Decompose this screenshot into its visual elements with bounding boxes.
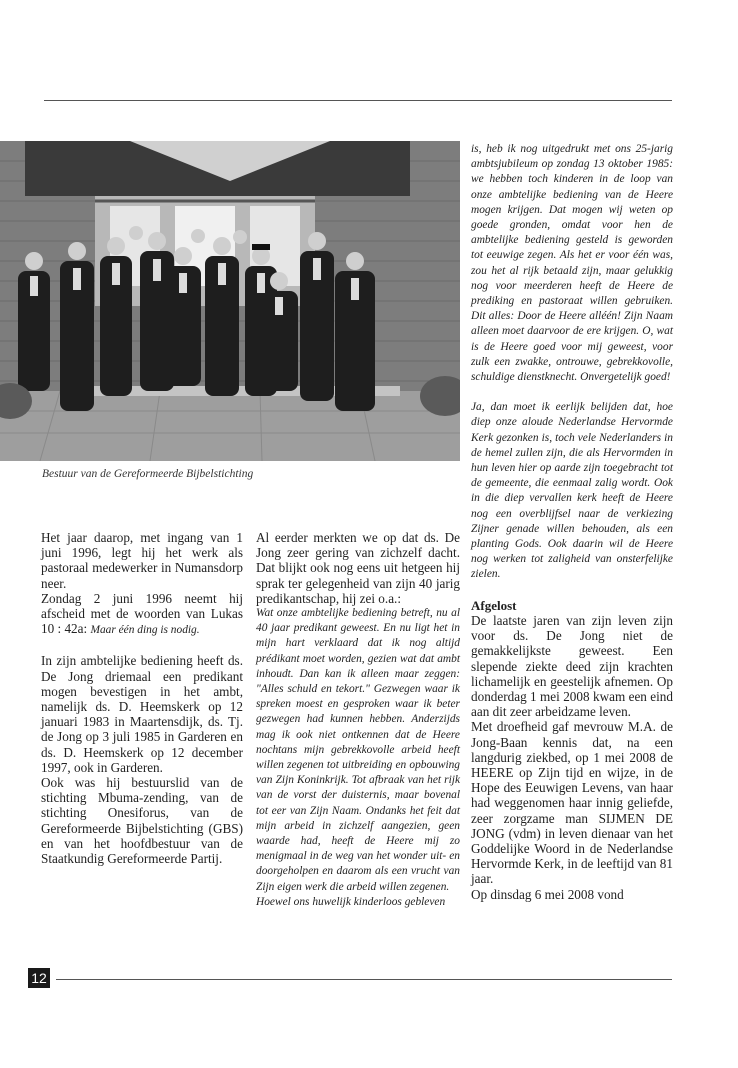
text-column-2 (256, 530, 460, 910)
quote-paragraph: Hoewel ons huwelijk kinderloos gebleven (256, 895, 446, 908)
text-column-1 (41, 530, 243, 866)
quote-paragraph: is, heb ik nog uitgedrukt met ons 25-jarig ambtsjubileum op zondag 13 oktober 1985: we hebben toch kinderen in de loop van onze ambtelijke bediening van de Heere mogen krijgen. Dat mogen wij weten op goede gronden, omdat voor hen de ambtelijke bediening gesteld is geworden tot eeuwige zegen. Als het er voor één was, zou het al rijk betaald zijn, maar gelukkig nog voor meerderen heeft de Heere de prediking en pastoraat willen gebruiken. Dit alles: Door de Heere alléén! Zijn Naam alleen moet daarvoor de ere krijgen. O, wat is de Heere goed voor mij geweest, voor zulk een zwakke, ontrouwe, gebrekkovolle, schuldige dienstknecht. Onvergetelijk goed! (471, 143, 673, 384)
paragraph: Het jaar daarop, met ingang van 1 juni 1996, legt hij het werk als pastoraal medewerker in Numansdorp neer. (41, 530, 243, 591)
paragraph-text: Zondag 2 juni 1996 neemt hij afscheid met de woorden van Lukas 10 : 42a: (41, 590, 243, 637)
paragraph: Al eerder merkten we op dat ds. De Jong zeer gering van zichzelf dacht. Dat blijkt ook nog eens uit hetgeen hij sprak ter gelegenheid van zijn 40 jarig predikantschap, hij zei o.a.: (256, 530, 460, 606)
bible-quote: Maar één ding is nodig. (90, 624, 200, 637)
paragraph: In zijn ambtelijke bediening heeft ds. De Jong driemaal een predikant mogen bevestigen in het ambt, namelijk ds. D. Heemskerk op 12 januari 1983 in Maartensdijk, ds. Tj. de Jong op 3 juli 1985 in Garderen en ds. D. Heemskerk op 12 december 1997, ook in Garderen. (41, 653, 243, 775)
photo-caption: Bestuur van de Gereformeerde Bijbelstichting (42, 468, 254, 480)
paragraph: De laatste jaren van zijn leven zijn voor ds. De Jong niet de gemakkelijkste geweest. Een slepende ziekte deed zijn krachten lichamelijk en geestelijk afnemen. Op donderdag 1 mei 2008 kwam een eind aan dit zeer arbeidzame leven. (471, 612, 673, 720)
top-rule (44, 100, 672, 101)
text-column-3 (471, 142, 673, 902)
quote-paragraph: Ja, dan moet ik eerlijk belijden dat, hoe diep onze aloude Nederlandse Hervormde Kerk gezonken is, toch vele Nederlanders in de hemel zullen zijn, die als Hervormden in hun leven hier op aarde zijn toegebracht tot de gemeente, die eenmaal zalig wordt. Ook in die diep vervallen kerk heeft de Heere nog een overblijfsel naar de verkiezing Zijner genade willen behouden, als een planting Gods. Ook daarin wil de Heere nog werken tot zaligheid van onsterfelijke zielen. (471, 401, 673, 581)
quote-paragraph: Wat onze ambtelijke bediening betreft, nu al 40 jaar predikant geweest. En nu ligt het in mijn hart verklaard dat ik nog altijd prédikant moet worden, gezien wat dat ambt inhoudt. Dan kan ik alleen maar zeggen: "Alles schuld en tekort." Gezwegen waar ik spreken moest en gesproken waar ik beter gezwegen had kunnen hebben. Anderzijds mag ik ook niet ontkennen dat de Heere nochtans mijn gebrekkovolle arbeid heeft willen zegenen tot uitbreiding en opbouwing van Zijn Koninkrijk. Tot afbraak van het rijk van de vorst der duisternis, maar bovenal tot eer van Zijn Naam. Ondanks het feit dat mijn arbeid in zichzelf aangezien, geen waarde had, heeft de Heere mij zo menigmaal in de weg van het wonder uit- en doorgeholpen en daarom als een vrucht van Zijn eigen werk die arbeid willen zegenen. (256, 607, 460, 893)
paragraph (41, 591, 243, 639)
section-heading: Afgelost (471, 597, 517, 613)
bottom-rule (56, 979, 672, 980)
page-number: 12 (28, 968, 50, 988)
paragraph: Ook was hij bestuurslid van de stichting Mbuma-zending, van de stichting Onesiforus, van de Gereformeerde Bijbelstichting (GBS) en van het hoofdbestuur van de Staatkundig Gereformeerde Partij. (41, 775, 243, 867)
paragraph: Met droefheid gaf mevrouw M.A. de Jong-Baan kennis dat, na een langdurig ziekbed, op 1 mei 2008 de HEERE op Zijn tijd en wijze, in de Hope des Eeuwigen Levens, van haar had weggenomen haar innig geliefde, zeer zorgzame man SIJMEN DE JONG (vdm) in leven dienaar van het Goddelijke Woord in de Nederlandse Hervormde Kerk, in de leeftijd van 81 jaar. (471, 719, 673, 887)
paragraph: Op dinsdag 6 mei 2008 vond (471, 886, 624, 902)
group-photo (0, 141, 460, 461)
